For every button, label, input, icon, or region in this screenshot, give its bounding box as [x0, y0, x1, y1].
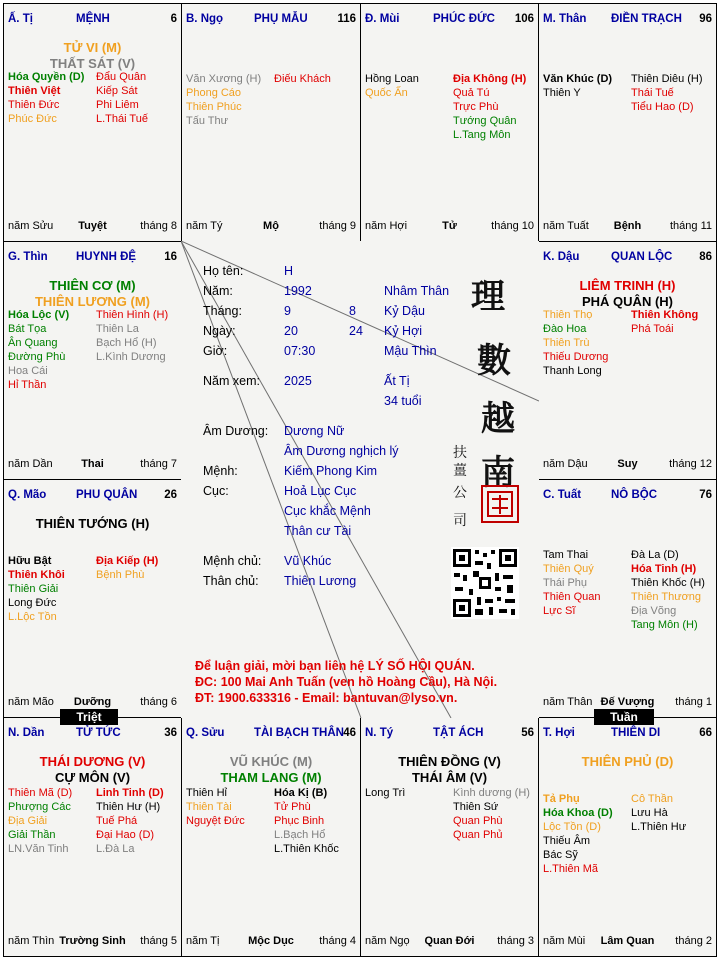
- triet-tag: Triệt: [60, 709, 118, 725]
- hour-label: Giờ:: [203, 344, 228, 358]
- palace-number: 46: [343, 727, 356, 739]
- main-star: THAM LANG (M): [220, 770, 322, 785]
- main-star: THÁI DƯƠNG (V): [39, 754, 146, 769]
- than-cu: Thân cư Tài: [284, 524, 352, 538]
- palace-than-marker: THÂN: [312, 727, 344, 739]
- palace-name: TÀI BẠCH: [254, 727, 309, 739]
- palace-stage: Tuyệt: [78, 220, 107, 232]
- palace-month: tháng 5: [140, 935, 177, 947]
- minor-star: Phục Binh: [274, 815, 325, 827]
- minor-star: Thiên Mã (D): [8, 787, 73, 799]
- hour-can: Mậu Thìn: [384, 344, 437, 358]
- day-label: Ngày:: [203, 324, 236, 338]
- minor-star: Thiên Khôi: [8, 569, 65, 581]
- palace-header: [365, 727, 534, 741]
- palace-branch: N. Dần: [8, 727, 45, 739]
- minor-star: Quốc Ấn: [365, 87, 408, 99]
- palace-stage: Trường Sinh: [59, 935, 126, 947]
- minor-star: Nguyệt Đức: [186, 815, 245, 827]
- minor-star: Thanh Long: [543, 365, 602, 377]
- minor-star: Hữu Bật: [8, 555, 52, 567]
- menh-chu-value: Vũ Khúc: [284, 554, 332, 568]
- palace-year: năm Mão: [8, 696, 54, 708]
- day-lunar: 24: [349, 324, 363, 338]
- minor-star: Thiên Không: [631, 309, 699, 321]
- minor-star: Thiên Phúc: [186, 101, 242, 113]
- month-label: Tháng:: [203, 304, 242, 318]
- palace-year: năm Hợi: [365, 220, 408, 232]
- palace-footer: [543, 220, 712, 233]
- minor-star: Văn Xương (H): [186, 73, 262, 85]
- palace-header: [8, 13, 177, 27]
- view-year-can: Ất Tị: [384, 374, 410, 388]
- palace-stage: Mộ: [263, 220, 279, 232]
- palace-month: tháng 8: [140, 220, 177, 232]
- palace-header: [543, 13, 712, 27]
- palace-number: 86: [699, 251, 712, 263]
- minor-star: Địa Kiếp (H): [96, 555, 159, 567]
- palace-footer: [186, 935, 356, 948]
- calligraphy-4: 南: [481, 453, 515, 493]
- minor-star: Thiên Thọ: [543, 309, 593, 321]
- palace-number: 96: [699, 13, 712, 25]
- palace-header: [186, 727, 356, 741]
- vertical-text-1: 扶: [453, 445, 467, 461]
- main-star: CỰ MÔN (V): [54, 770, 131, 785]
- cuc-label: Cục:: [203, 484, 229, 498]
- palace-header: [543, 251, 712, 265]
- menh-value: Kiếm Phong Kim: [284, 464, 378, 478]
- minor-star: Phong Cáo: [186, 87, 242, 99]
- palace-name: HUYNH ĐỆ: [76, 251, 137, 263]
- minor-star: L.Thái Tuế: [96, 113, 148, 125]
- year-can: Nhâm Thân: [384, 284, 450, 298]
- minor-star: Thiên Hình (H): [96, 309, 169, 321]
- minor-star: Đẩu Quân: [96, 71, 147, 83]
- palace-month: tháng 1: [675, 696, 712, 708]
- tuan-tag: Tuần: [594, 709, 654, 725]
- am-duong-label: Âm Dương:: [203, 424, 269, 438]
- palace-month: tháng 12: [669, 458, 712, 470]
- palace-stage: Tử: [442, 220, 457, 232]
- palace-stage: Suy: [617, 458, 638, 470]
- minor-star: Ân Quang: [8, 337, 58, 349]
- palace-year: năm Dần: [8, 458, 53, 470]
- palace-name: NÔ BỘC: [611, 489, 657, 501]
- palace-phu-mau: [181, 3, 361, 242]
- minor-star: Đại Hao (D): [96, 829, 155, 841]
- minor-star: Phá Toái: [631, 323, 674, 335]
- palace-tai-bach: [181, 717, 361, 957]
- minor-star: Thiên Việt: [8, 85, 61, 97]
- palace-footer: [8, 935, 177, 948]
- palace-year: năm Dậu: [543, 458, 588, 470]
- minor-star: Thiên Quan: [543, 591, 601, 603]
- palace-branch: B. Ngọ: [186, 13, 224, 25]
- palace-year: năm Tị: [186, 935, 220, 947]
- palace-footer: [543, 696, 712, 709]
- minor-star: L.Đà La: [96, 843, 135, 855]
- palace-footer: [8, 458, 177, 471]
- minor-star: Long Đức: [8, 597, 57, 609]
- view-year-label: Năm xem:: [203, 374, 260, 388]
- name-label: Họ tên:: [203, 264, 244, 278]
- palace-name: MỆNH: [76, 13, 110, 25]
- calligraphy-2: 數: [477, 341, 511, 381]
- minor-star: Kiếp Sát: [96, 85, 138, 97]
- palace-header: [543, 727, 712, 741]
- minor-star: Tướng Quân: [453, 115, 517, 127]
- palace-branch: Đ. Mùi: [365, 13, 400, 25]
- palace-month: tháng 4: [319, 935, 356, 947]
- minor-star: Hỉ Thần: [8, 379, 47, 391]
- minor-star: Thiếu Âm: [543, 835, 591, 847]
- month-value: 9: [284, 304, 291, 318]
- day-value: 20: [284, 324, 298, 338]
- main-star: PHÁ QUÂN (H): [582, 294, 673, 309]
- palace-menh: [3, 3, 182, 242]
- palace-no-boc: [538, 479, 717, 718]
- than-chu-value: Thiên Lương: [284, 574, 357, 588]
- palace-year: năm Tý: [186, 220, 223, 232]
- minor-star: Thiên Quý: [543, 563, 594, 575]
- minor-star: Hồng Loan: [365, 73, 419, 85]
- palace-month: tháng 3: [497, 935, 534, 947]
- palace-footer: [543, 458, 712, 471]
- center-panel: [181, 241, 539, 718]
- palace-branch: Ấ. Tị: [8, 13, 33, 25]
- minor-star: Hóa Lộc (V): [8, 309, 70, 321]
- palace-branch: Q. Mão: [8, 489, 47, 501]
- minor-star: Hoa Cái: [8, 365, 48, 377]
- minor-star: Đường Phù: [8, 351, 66, 363]
- minor-star: L.Thiên Khốc: [274, 843, 339, 855]
- minor-star: Cô Thần: [631, 793, 673, 805]
- minor-star: Thái Tuế: [631, 87, 674, 99]
- palace-footer: [8, 696, 177, 709]
- minor-star: Địa Giải: [8, 815, 48, 827]
- palace-number: 76: [699, 489, 712, 501]
- minor-star: Hóa Kị (B): [274, 787, 328, 799]
- minor-star: Thiên Hỉ: [186, 787, 227, 799]
- palace-header: [365, 13, 534, 27]
- palace-name: PHỤ MẪU: [254, 13, 308, 25]
- minor-star: Văn Khúc (D): [543, 73, 613, 85]
- minor-star: Quả Tú: [453, 87, 490, 99]
- am-duong-note: Âm Dương nghịch lý: [284, 444, 399, 458]
- palace-branch: T. Hợi: [543, 727, 575, 739]
- cuc-value: Hoả Lục Cục: [284, 484, 357, 498]
- palace-year: năm Tuất: [543, 220, 589, 232]
- minor-star: Thiếu Dương: [543, 351, 609, 363]
- palace-year: năm Thìn: [8, 935, 55, 947]
- palace-number: 16: [164, 251, 177, 263]
- minor-star: Bệnh Phù: [96, 569, 145, 581]
- minor-star: Long Trì: [365, 787, 406, 799]
- palace-stage: Thai: [81, 458, 104, 470]
- minor-star: Tấu Thư: [186, 115, 229, 127]
- minor-star: Phi Liêm: [96, 99, 139, 111]
- palace-name: TẬT ÁCH: [433, 727, 484, 739]
- palace-stage: Bệnh: [613, 220, 642, 232]
- minor-star: L.Bạch Hổ: [274, 829, 326, 841]
- palace-stage: Đế Vượng: [600, 696, 655, 708]
- palace-branch: N. Tý: [365, 727, 394, 739]
- palace-number: 116: [337, 13, 356, 25]
- palace-month: tháng 9: [319, 220, 356, 232]
- contact-line-2: ĐC: 100 Mai Anh Tuấn (ven hồ Hoàng Cầu), Hà Nội.: [195, 675, 498, 689]
- minor-star: Thiên Sứ: [453, 801, 499, 813]
- minor-star: Thiên Y: [543, 87, 581, 99]
- age-value: 34 tuổi: [384, 394, 422, 408]
- palace-branch: Q. Sửu: [186, 727, 225, 739]
- vertical-text-4: 司: [453, 513, 467, 529]
- palace-name: PHU QUÂN: [76, 489, 138, 501]
- palace-dien-trach: [538, 3, 717, 242]
- minor-star: Quan Phủ: [453, 829, 503, 841]
- palace-footer: [186, 220, 356, 233]
- am-duong-value: Dương Nữ: [284, 424, 345, 438]
- palace-header: [8, 251, 177, 265]
- palace-footer: [365, 220, 534, 233]
- palace-name: THIÊN DI: [611, 727, 661, 739]
- main-star: THIÊN ĐỒNG (V): [398, 754, 501, 769]
- minor-star: L.Kình Dương: [96, 351, 166, 363]
- main-star: THIÊN TƯỚNG (H): [35, 516, 150, 531]
- minor-star: Tả Phụ: [543, 793, 580, 805]
- minor-star: Tam Thai: [543, 549, 589, 561]
- palace-footer: [365, 935, 534, 948]
- minor-star: Tuế Phá: [96, 815, 138, 827]
- main-star: THÁI ÂM (V): [411, 770, 488, 785]
- palace-month: tháng 11: [669, 220, 712, 232]
- minor-star: Tử Phù: [274, 801, 311, 813]
- minor-star: Quan Phù: [453, 815, 503, 827]
- minor-star: LN.Văn Tinh: [8, 843, 69, 855]
- month-can: Kỷ Dậu: [384, 304, 425, 318]
- palace-phu-quan: [3, 479, 182, 718]
- palace-name: TỬ TỨC: [76, 727, 121, 739]
- palace-branch: M. Thân: [543, 13, 587, 25]
- palace-branch: G. Thìn: [8, 251, 48, 263]
- qr-code[interactable]: [451, 547, 519, 619]
- contact-line-1: Để luận giải, mời bạn liên hệ LÝ SỐ HỘI QUÁN.: [195, 659, 475, 673]
- calligraphy-1: 理: [471, 277, 505, 317]
- palace-stage: Dưỡng: [73, 696, 112, 708]
- minor-star: Trực Phù: [453, 101, 499, 113]
- palace-huynh-de: [3, 241, 182, 480]
- palace-stage: Lâm Quan: [600, 935, 655, 947]
- minor-star: Lộc Tồn (D): [543, 821, 601, 833]
- minor-star: Hóa Khoa (D): [543, 807, 613, 819]
- palace-stage: Quan Đới: [424, 935, 475, 947]
- minor-star: Lực Sĩ: [543, 605, 576, 617]
- year-label: Năm:: [203, 284, 233, 298]
- minor-star: L.Thiên Mã: [543, 863, 599, 875]
- palace-header: [543, 489, 712, 503]
- palace-year: năm Thân: [543, 696, 593, 708]
- palace-number: 26: [164, 489, 177, 501]
- minor-star: Bạch Hổ (H): [96, 337, 157, 349]
- minor-star: Tiểu Hao (D): [631, 101, 694, 113]
- contact-line-3: ĐT: 1900.633316 - Email: bantuvan@lyso.vn.: [195, 691, 458, 705]
- minor-star: Thiên Đức: [8, 99, 60, 111]
- minor-star: Thiên La: [96, 323, 139, 335]
- minor-star: Điếu Khách: [274, 73, 331, 85]
- palace-year: năm Ngọ: [365, 935, 410, 947]
- minor-star: L.Lộc Tồn: [8, 611, 57, 623]
- palace-stage: Mộc Dục: [248, 935, 294, 947]
- palace-month: tháng 7: [140, 458, 177, 470]
- palace-year: năm Sửu: [8, 220, 54, 232]
- minor-star: Giải Thần: [8, 829, 56, 841]
- vertical-text-2: 薑: [453, 463, 467, 479]
- cuc-note: Cục khắc Mệnh: [284, 504, 371, 518]
- main-star: THIÊN PHỦ (D): [581, 754, 674, 769]
- minor-star: Bác Sỹ: [543, 849, 578, 861]
- minor-star: Bát Tọa: [8, 323, 47, 335]
- palace-tat-ach: [360, 717, 539, 957]
- palace-branch: K. Dậu: [543, 251, 580, 263]
- main-star: LIÊM TRINH (H): [579, 278, 676, 293]
- palace-month: tháng 6: [140, 696, 177, 708]
- minor-star: Thiên Trù: [543, 337, 590, 349]
- minor-star: Địa Không (H): [453, 73, 527, 85]
- palace-number: 6: [170, 13, 177, 25]
- year-value: 1992: [284, 284, 312, 298]
- palace-phuc-duc: [360, 3, 539, 242]
- month-lunar: 8: [349, 304, 356, 318]
- palace-footer: [8, 220, 177, 233]
- minor-star: Phúc Đức: [8, 113, 57, 125]
- day-can: Kỷ Hợi: [384, 324, 423, 338]
- palace-branch: C. Tuất: [543, 489, 582, 501]
- minor-star: Đào Hoa: [543, 323, 587, 335]
- palace-quan-loc: [538, 241, 717, 480]
- minor-star: Hóa Tinh (H): [631, 563, 697, 575]
- minor-star: Thiên Hư (H): [96, 801, 161, 813]
- minor-star: Thiên Thương: [631, 591, 702, 603]
- palace-header: [8, 489, 177, 503]
- red-seal-stamp: [481, 485, 519, 523]
- minor-star: Lưu Hà: [631, 807, 668, 819]
- minor-star: Tang Môn (H): [631, 619, 698, 631]
- main-star: TỬ VI (M): [63, 40, 122, 55]
- main-star: THẤT SÁT (V): [49, 56, 136, 71]
- palace-header: [186, 13, 356, 27]
- minor-star: Hóa Quyền (D): [8, 71, 85, 83]
- than-chu-label: Thân chủ:: [203, 574, 259, 588]
- minor-star: L.Thiên Hư: [631, 821, 687, 833]
- palace-number: 36: [164, 727, 177, 739]
- main-star: THIÊN LƯƠNG (M): [34, 294, 151, 309]
- palace-tu-tuc: [3, 717, 182, 957]
- palace-month: tháng 2: [675, 935, 712, 947]
- minor-star: Kình dương (H): [453, 787, 530, 799]
- minor-star: Thái Phụ: [543, 577, 588, 589]
- palace-footer: [543, 935, 712, 948]
- name-value: H: [284, 264, 294, 278]
- palace-number: 106: [514, 13, 534, 25]
- palace-header: [8, 727, 177, 741]
- minor-star: Phượng Các: [8, 801, 71, 813]
- palace-name: QUAN LỘC: [611, 251, 673, 263]
- palace-number: 66: [699, 727, 712, 739]
- palace-number: 56: [521, 727, 534, 739]
- main-star: VŨ KHÚC (M): [229, 754, 313, 769]
- minor-star: Đà La (D): [631, 549, 679, 561]
- palace-name: ĐIỀN TRẠCH: [611, 13, 682, 25]
- hour-value: 07:30: [284, 344, 316, 358]
- vertical-text-3: 公: [453, 485, 467, 501]
- main-star: THIÊN CƠ (M): [49, 278, 136, 293]
- minor-star: Linh Tinh (D): [96, 787, 164, 799]
- calligraphy-3: 越: [481, 399, 515, 439]
- palace-name: PHÚC ĐỨC: [433, 13, 495, 25]
- minor-star: Thiên Giải: [8, 583, 59, 595]
- minor-star: Thiên Khốc (H): [631, 577, 705, 589]
- minor-star: L.Tang Môn: [453, 129, 511, 141]
- palace-thien-di: [538, 717, 717, 957]
- minor-star: Thiên Diêu (H): [631, 73, 703, 85]
- palace-month: tháng 10: [491, 220, 534, 232]
- palace-year: năm Mùi: [543, 935, 586, 947]
- menh-label: Mệnh:: [203, 464, 238, 478]
- view-year-value: 2025: [284, 374, 312, 388]
- minor-star: Địa Võng: [631, 605, 677, 617]
- minor-star: Thiên Tài: [186, 801, 232, 813]
- menh-chu-label: Mệnh chủ:: [203, 554, 262, 568]
